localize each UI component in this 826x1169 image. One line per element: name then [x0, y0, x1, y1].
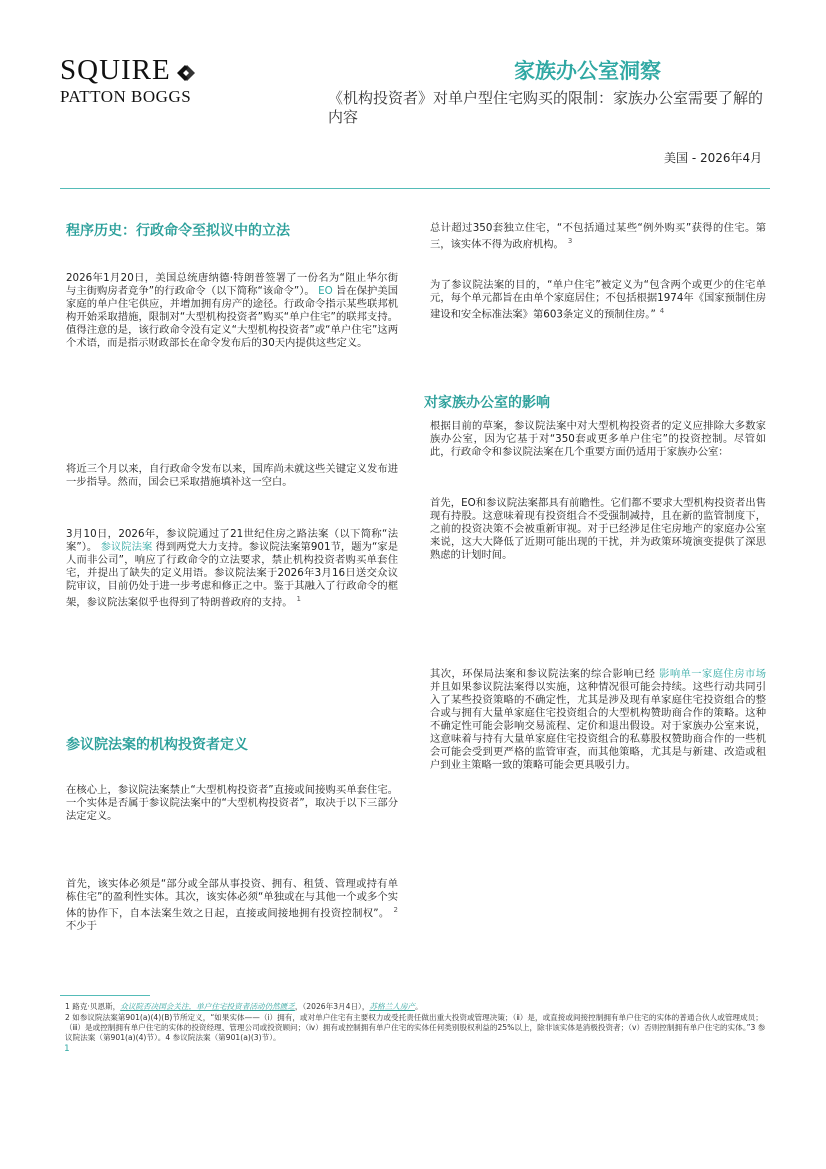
paragraph-history-2: 将近三个月以来，自行政命令发布以来，国库尚未就这些关键定义发布进一步指导。然而，国会已采取措施填补这一空白。 [66, 463, 398, 488]
text: 。 [415, 1002, 423, 1011]
footnote-divider [60, 995, 150, 996]
footnote-ref-3[interactable]: 3 [567, 237, 573, 245]
text: 并且如果参议院法案得以实施，这种情况很可能会持续。这些行动共同引入了某些投资策略的不确定性，尤其是涉及现有单家庭住宅投资组合的整合或与拥有大量单家庭住宅投资组合的大型机构赞助商合作的策略。这种不确定性可能会影响交易流程、定价和退出假设。对于家族办公室来说，这意味着与持有大量单家庭住宅投资组合的私募股权赞助商合作的一些机会可能会受到更严格的监管审查，而其他策略，尤其是与新建、改造或租户到业主策略一致的策略可能会更具吸引力。 [430, 681, 766, 771]
text: 其次，环保局法案和参议院法案的综合影响已经 [430, 668, 656, 680]
text: 首先，该实体必须是“部分或全部从事投资、拥有、租赁、管理或持有单栋住宅”的盈利性实体。其次，该实体必须“单独或在与其他一个或多个实体的协作下，自本法案生效之日起，直接或间接地拥有投资控制权”。 [66, 878, 398, 920]
paragraph-history-3 [66, 528, 398, 609]
paragraph-impact-1: 根据目前的草案，参议院法案中对大型机构投资者的定义应排除大多数家族办公室，因为它基于对“350套或更多单户住宅”的投资控制。尽管如此，行政命令和参议院法案在几个重要方面仍适用于家族办公室： [430, 420, 766, 458]
footnote-ref-1[interactable]: 1 [296, 595, 301, 603]
eo-link[interactable]: EO [318, 285, 333, 297]
text: ，（2026年3月4日）， [294, 1002, 370, 1011]
logo-subtitle: PATTON BOGGS [60, 87, 192, 106]
footnote-1-link[interactable]: 众议院否决国会关注，单户住宅投资者活动仍然匮乏 [120, 1002, 295, 1011]
text: 3月10日，2026年，参议院通过了21世纪住房之路法案（以下简称“法案”）。 [66, 528, 398, 553]
footnote-ref-2[interactable]: 2 [393, 906, 398, 914]
paragraph-definition-4 [430, 279, 766, 321]
senate-bill-link[interactable]: 参议院法案 [100, 541, 153, 553]
paragraph-impact-2: 首先，EO和参议院法案都具有前瞻性。它们都不要求大型机构投资者出售现有持股。这意味着现有投资组合不受强制减持，且在新的监管制度下，之前的投资决策不会被重新审视。对于已经涉足住宅房地产的家庭办公室来说，这大大降低了近期可能出现的干扰，并为政策环境演变提供了深思熟虑的计划时间。 [430, 497, 766, 561]
logo-wordmark: SQUIRE [60, 54, 171, 86]
footnote-1 [65, 1002, 770, 1012]
section-heading-history: 程序历史：行政命令至拟议中的立法 [66, 223, 290, 239]
housing-market-link[interactable]: 影响单一家庭住房市场 [659, 668, 767, 680]
page-title: 《机构投资者》对单户型住宅购买的限制：家族办公室需要了解的内容 [328, 89, 764, 126]
text: 为了参议院法案的目的，“单户住宅”被定义为“包含两个或更少的住宅单元，每个单元都旨在由单个家庭居住；不包括根据1974年《国家预制住房建设和安全标准法案》第603条定义的预制住房。” [430, 279, 766, 321]
paragraph-history-1 [66, 272, 398, 350]
footnote-ref-4[interactable]: 4 [659, 307, 665, 315]
text: 旨在保护美国家庭的单户住宅供应，并增加拥有房产的途径。行政命令指示某些联邦机构开始采取措施，限制对“大型机构投资者”购买“单户住宅”的联邦支持。值得注意的是，该行政命令没有定义“大型机构投资者”或“单户住宅”这两个术语，而是指示财政部长在命令发布后的30天内提供这些定义。 [66, 285, 399, 349]
paragraph-definition-2 [66, 878, 398, 933]
paragraph-definition-1: 在核心上，参议院法案禁止“大型机构投资者”直接或间接购买单套住宅。一个实体是否属于参议院法案中的“大型机构投资者”，取决于以下三部分法定定义。 [66, 784, 398, 822]
paragraph-impact-3 [430, 668, 766, 772]
text: 总计超过350套独立住宅，“不包括通过某些“例外购买”获得的住宅。第三，该实体不得为政府机构。 [430, 222, 766, 251]
page-number: 1 [64, 1044, 70, 1054]
dateline: 美国 - 2026年4月 [664, 151, 763, 165]
text: 2026年1月20日，美国总统唐纳德·特朗普签署了一份名为“阻止华尔街与主街购房者竞争”的行政命令（以下简称“该命令”）。 [66, 272, 398, 297]
text: 得到两党大力支持。参议院法案第901节，题为“家是人而非公司”，响应了行政命令的立法要求，禁止机构投资者购买单套住宅，并提出了缺失的定义用语。参议院法案于2026年3月16日送交众议院审议，目前仍处于进一步考虑和修正之中。鉴于其融入了行政命令的框架，参议院法案似乎也得到了特朗普政府的支持。 [66, 541, 398, 609]
text: 不少于 [66, 920, 97, 933]
text: 1 路克·贝恩斯， [65, 1002, 121, 1011]
paragraph-definition-3 [430, 222, 766, 251]
header-divider [60, 188, 770, 189]
section-heading-impact: 对家族办公室的影响 [424, 395, 550, 411]
footnote-1-source[interactable]: 苏格兰人房产 [369, 1002, 415, 1011]
series-title: 家族办公室洞察 [514, 59, 661, 83]
footnote-2: 2 如参议院法案第901(a)(4)(B)节所定义，“如果实体——（ⅰ）拥有，或对单户住宅有主要权力或受托责任做出重大投资或管理决策；（ⅱ）是，或直接或间接控制拥有单户住宅的实体的普通合伙人或管理成员；（ⅲ）是或控制拥有单户住宅的实体的投资经理、管理公司或投资顾问；（ⅳ）拥有或控制拥有单户住宅的实体任何类别股权利益的25%以上，除非该实体是消极投资者；（ⅴ）否则控制拥有单户住宅的实体。”3 参议院法案（第901(a)(4)节）。4 参议院法案（第901(a)(3)节）。 [65, 1013, 766, 1042]
logo-mark-icon [174, 61, 198, 85]
section-heading-definition: 参议院法案的机构投资者定义 [66, 737, 248, 753]
